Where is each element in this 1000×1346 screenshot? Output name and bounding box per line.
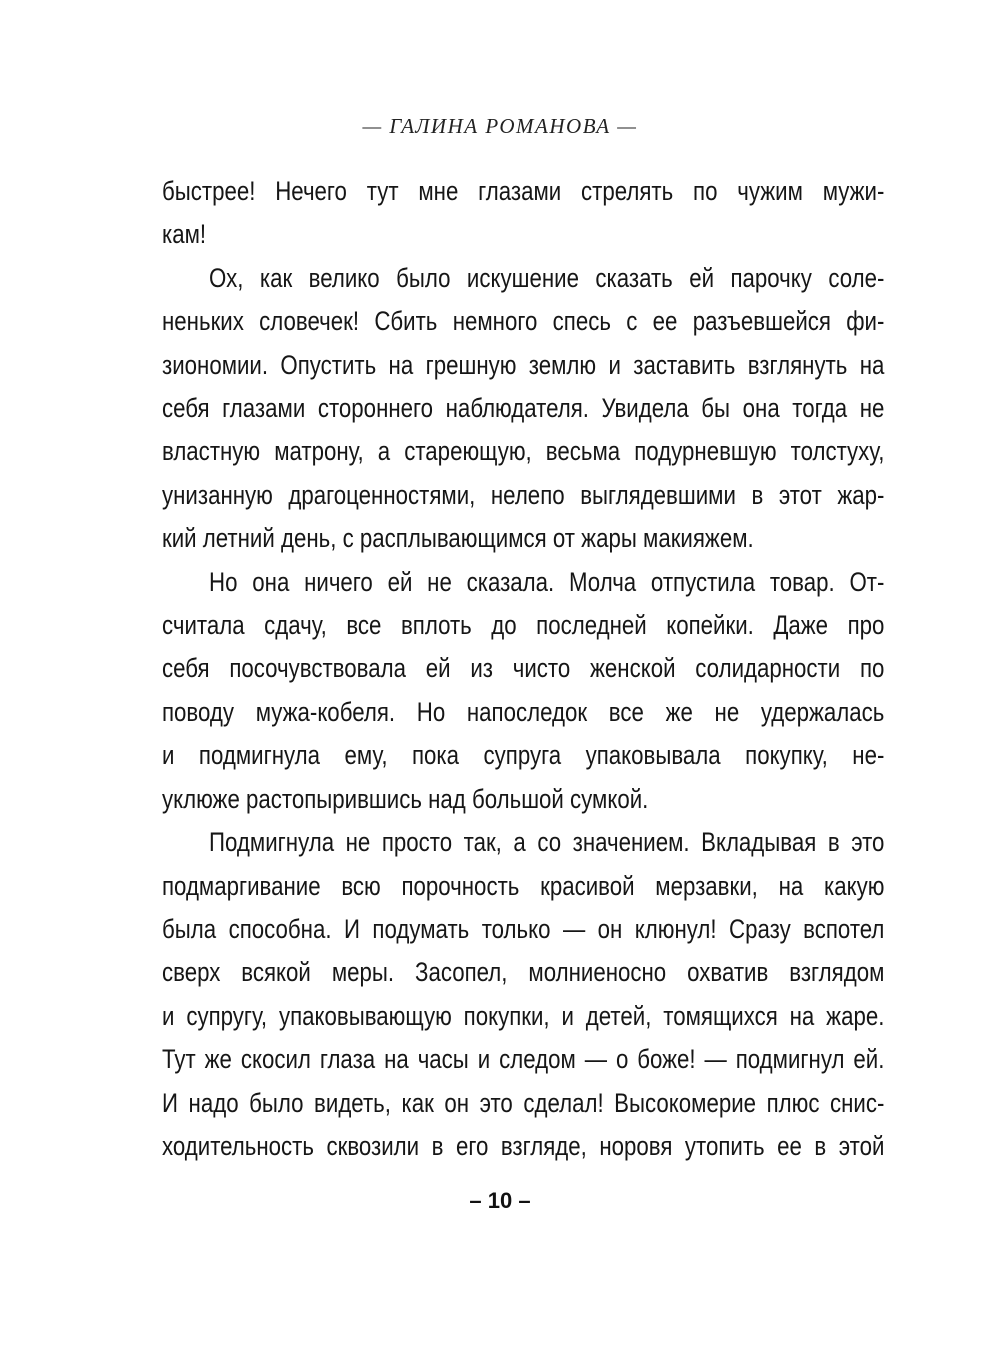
text-line: сверх всякой меры. Засопел, молниеносно охватив взглядом: [162, 957, 885, 988]
text-line: Тут же скосил глаза на часы и следом — о боже! — подмигнул ей.: [162, 1044, 885, 1075]
text-line: кам!: [162, 219, 207, 250]
text-line: ходительность сквозили в его взгляде, норовя утопить ее в этой: [162, 1130, 885, 1161]
text-line: быстрее! Нечего тут мне глазами стрелять по чужим мужи-: [162, 176, 885, 206]
text-line: и супругу, упаковывающую покупки, и детей, томящихся на жаре.: [162, 1000, 885, 1031]
text-line: Но она ничего ей не сказала. Молча отпустила товар. От-: [209, 566, 885, 597]
text-line: подмаргивание всю порочность красивой мерзавки, на какую: [162, 870, 885, 901]
text-line: Ох, как велико было искушение сказать ей парочку соле-: [209, 262, 885, 293]
text-line: была способна. И подумать только — он клюнул! Сразу вспотел: [162, 913, 885, 944]
text-line: кий летний день, с расплывающимся от жары макияжем.: [162, 523, 754, 554]
running-header: — ГАЛИНА РОМАНОВА —: [362, 114, 638, 138]
text-line: Подмигнула не просто так, а со значением. Вкладывая в это: [209, 827, 885, 858]
text-line: поводу мужа-кобеля. Но напоследок все же не удержалась: [162, 696, 885, 727]
text-line: себя глазами стороннего наблюдателя. Увидела бы она тогда не: [162, 393, 885, 424]
text-line: считала сдачу, все вплоть до последней копейки. Даже про: [162, 610, 885, 641]
text-line: себя посочувствовала ей из чисто женской солидарности по: [162, 653, 885, 684]
text-line: И надо было видеть, как он это сделал! Высокомерие плюс снис-: [162, 1087, 885, 1118]
page-number: – 10 –: [469, 1188, 531, 1213]
text-line: уклюже растопырившись над большой сумкой.: [162, 783, 649, 814]
text-line: унизанную драгоценностями, нелепо выглядевшими в этот жар-: [162, 479, 885, 510]
body-text: [162, 170, 884, 1168]
text-line: зиономии. Опустить на грешную землю и заставить взглянуть на: [162, 349, 885, 380]
text-line: властную матрону, а стареющую, весьма подурневшую толстуху,: [162, 436, 885, 467]
text-line: и подмигнула ему, пока супруга упаковывала покупку, не-: [162, 740, 885, 771]
text-line: неньких словечек! Сбить немного спесь с ее разъевшейся фи-: [162, 306, 885, 337]
